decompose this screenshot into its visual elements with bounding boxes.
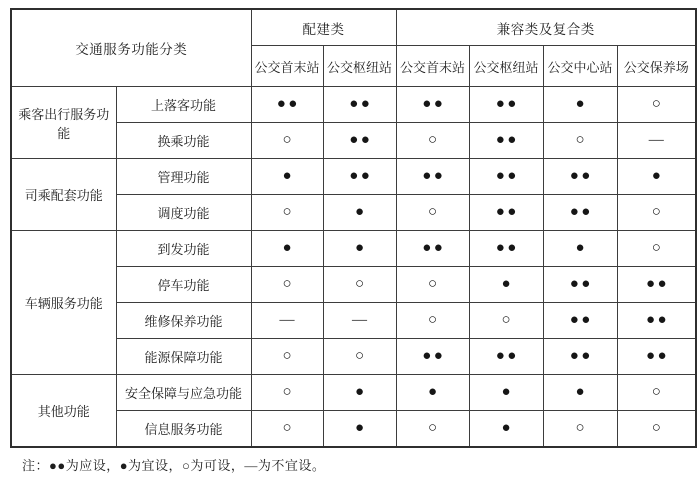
cell: ●● [323,87,396,123]
col-group-compatible: 兼容类及复合类 [396,9,696,46]
cell: ● [469,375,543,411]
header-group-row [11,9,696,46]
row-header: 换乘功能 [116,123,251,159]
row-header: 到发功能 [116,231,251,267]
cell: ●● [469,231,543,267]
cell: ○ [251,267,323,303]
row-header: 能源保障功能 [116,339,251,375]
row-header: 调度功能 [116,195,251,231]
cell: ● [617,159,696,195]
cell: ●● [251,87,323,123]
row-group-other: 其他功能 [11,375,116,447]
cell: ●● [396,159,469,195]
cell: ● [323,375,396,411]
cell: ○ [396,195,469,231]
cell: ●● [469,195,543,231]
cell: ●● [323,123,396,159]
row-header: 维修保养功能 [116,303,251,339]
row-group-crew: 司乘配套功能 [11,159,116,231]
cell: ●● [469,159,543,195]
row-header: 安全保障与应急功能 [116,375,251,411]
cell: ● [396,375,469,411]
cell: ● [323,231,396,267]
cell: ○ [251,411,323,447]
cell: ○ [323,267,396,303]
cell: ●● [396,339,469,375]
cell: ○ [251,195,323,231]
table-row [11,87,696,123]
table-row [11,231,696,267]
cell: ○ [396,267,469,303]
cell: ●● [396,231,469,267]
col-header-compat-center: 公交中心站 [543,46,617,87]
cell: ● [323,195,396,231]
cell: ● [469,411,543,447]
cell: ● [543,231,617,267]
cell: ●● [469,87,543,123]
row-group-passenger: 乘客出行服务功能 [11,87,116,159]
col-header-compat-hub: 公交枢纽站 [469,46,543,87]
cell: ○ [251,123,323,159]
col-header-compat-depot: 公交保养场 [617,46,696,87]
cell: ○ [617,87,696,123]
col-header-built-terminus: 公交首末站 [251,46,323,87]
cell: ○ [469,303,543,339]
col-group-built: 配建类 [251,9,396,46]
cell: ○ [543,411,617,447]
cell: ●● [396,87,469,123]
col-header-compat-terminus: 公交首末站 [396,46,469,87]
cell: — [251,303,323,339]
cell: ●● [617,303,696,339]
row-header: 停车功能 [116,267,251,303]
legend-note: 注：●●为应设，●为宜设，○为可设，—为不宜设。 [22,457,326,473]
cell: ● [469,267,543,303]
cell: ●● [543,159,617,195]
document-page [0,8,700,484]
cell: ●● [543,303,617,339]
cell: ●● [469,339,543,375]
cell: ○ [543,123,617,159]
cell: ●● [543,339,617,375]
cell: ○ [617,195,696,231]
cell: ○ [396,411,469,447]
cell: ● [543,375,617,411]
cell: ● [323,411,396,447]
cell: ○ [396,123,469,159]
transport-service-function-table [10,8,697,448]
row-group-vehicle: 车辆服务功能 [11,231,116,375]
table-row [11,375,696,411]
cell: ○ [323,339,396,375]
cell: ○ [396,303,469,339]
cell: ○ [617,231,696,267]
table-row [11,159,696,195]
cell: ●● [543,195,617,231]
cell: ●● [617,267,696,303]
row-header: 管理功能 [116,159,251,195]
cell: ● [543,87,617,123]
col-header-built-hub: 公交枢纽站 [323,46,396,87]
cell: ●● [469,123,543,159]
cell: ● [251,159,323,195]
cell: ○ [617,375,696,411]
row-header: 信息服务功能 [116,411,251,447]
corner-header: 交通服务功能分类 [11,9,251,87]
cell: ● [251,231,323,267]
row-header: 上落客功能 [116,87,251,123]
cell: ●● [617,339,696,375]
cell: — [323,303,396,339]
cell: — [617,123,696,159]
cell: ○ [251,339,323,375]
cell: ○ [251,375,323,411]
cell: ●● [543,267,617,303]
cell: ○ [617,411,696,447]
cell: ●● [323,159,396,195]
